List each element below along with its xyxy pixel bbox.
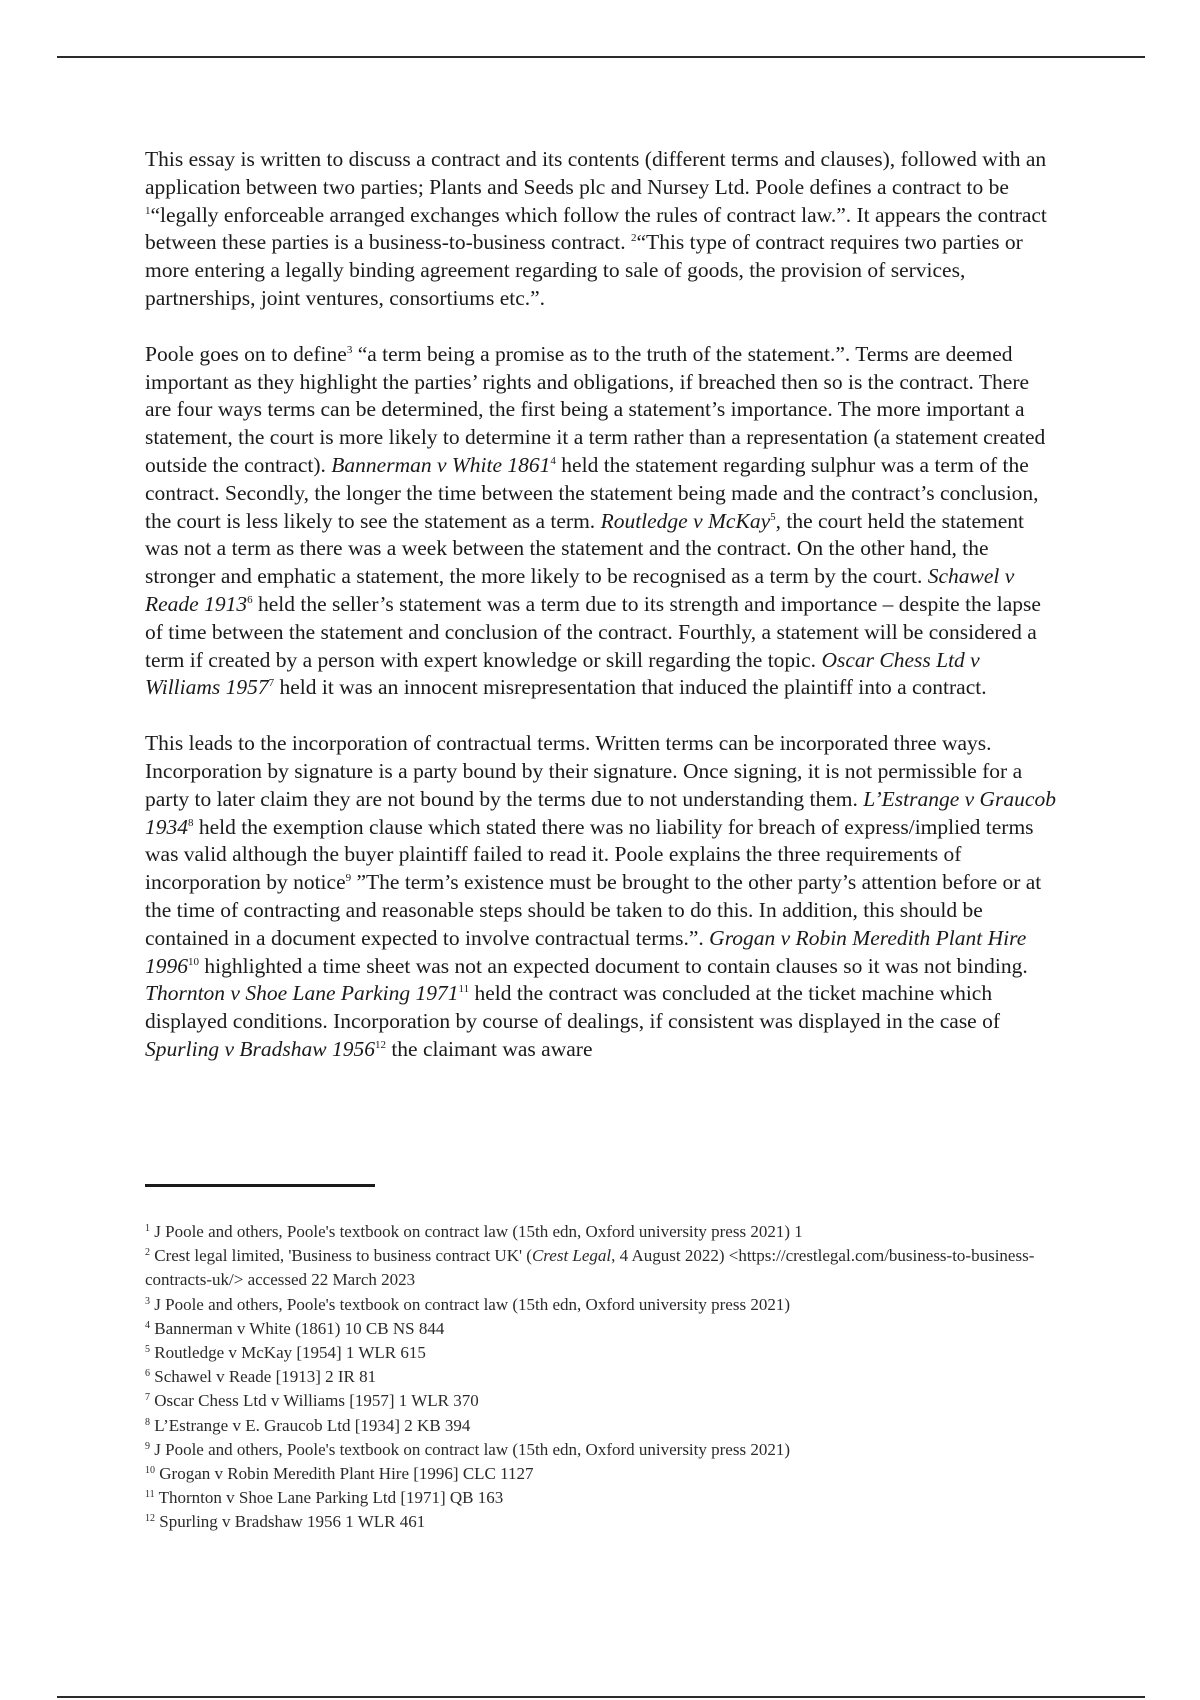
text-run: ”The term’s existence must be brought to the other party’s attention before or at the time of contracting and reasonable steps should be taken to do this. In addition, this should be contained in a document expected to involve contractual terms.”.: [145, 870, 1042, 950]
text-run: “legally enforceable arranged exchanges which follow the rules of contract law.”. It appears the contract between these parties is a business-to-business contract.: [145, 202, 1047, 255]
text-run: L’Estrange v E. Graucob Ltd [1934] 2 KB 394: [154, 1415, 471, 1435]
footnote-ref: 9: [345, 872, 352, 885]
footnote-number: 8: [145, 1416, 150, 1428]
footnote-5: [145, 1341, 1060, 1365]
footnote-number: 9: [145, 1440, 150, 1452]
footnote-number: 12: [145, 1513, 155, 1525]
footnote-4: [145, 1317, 1060, 1341]
case-name: L’Estrange v Graucob 1934: [145, 786, 1056, 839]
footnote-ref: 5: [770, 510, 776, 523]
footnote-ref: 10: [188, 955, 199, 968]
case-name: Spurling v Bradshaw 1956: [145, 1036, 375, 1061]
text-run: held the contract was concluded at the ticket machine which displayed conditions. Incorporation by course of dealings, if consistent was displayed in the case of: [145, 981, 1001, 1034]
text-run: held it was an innocent misrepresentation that induced the plaintiff into a contract.: [274, 675, 987, 700]
case-name: Grogan v Robin Meredith Plant Hire 1996: [145, 925, 1027, 978]
footnote-12: [145, 1510, 1060, 1534]
essay-body: [145, 146, 1060, 1092]
footnote-ref: 7: [268, 677, 275, 690]
paragraph-2: [145, 341, 1060, 702]
footnote-ref: 1: [145, 204, 151, 217]
text-run: Spurling v Bradshaw 1956 1 WLR 461: [159, 1512, 426, 1532]
text-run: Bannerman v White (1861) 10 CB NS 844: [154, 1318, 445, 1338]
text-run: This essay is written to discuss a contract and its contents (different terms and clauses), followed with an application between two parties; Plants and Seeds plc and Nursey Ltd. Poole defines a contract to be: [145, 147, 1047, 199]
text-run: This leads to the incorporation of contractual terms. Written terms can be incorporated three ways. Incorporation by signature is a party bound by their signature. Once signing, it is not permissible for a party to later claim they are not bound by the terms due to not understanding them.: [145, 731, 1023, 811]
text-run: Poole goes on to define: [145, 341, 347, 366]
footnote-8: [145, 1414, 1060, 1438]
footnote-2: [145, 1244, 1060, 1292]
footnote-ref: 8: [188, 816, 194, 829]
case-name: Schawel v Reade 1913: [145, 564, 1015, 616]
footnote-ref: 4: [550, 454, 556, 467]
text-run: Oscar Chess Ltd v Williams [1957] 1 WLR 370: [154, 1391, 479, 1411]
text-run: “a term being a promise as to the truth of the statement.”. Terms are deemed important as they highlight the parties’ rights and obligations, if breached then so is the contract. There are four ways terms can be determined, the first being a statement’s importance. The more important a statement, the court is more likely to determine it a term rather than a representation (a statement created outside the contract).: [145, 341, 1046, 477]
footnote-ref: 6: [247, 593, 253, 606]
page-top-rule: [57, 56, 1145, 58]
footnote-number: 7: [145, 1392, 150, 1404]
case-name: Routledge v McKay: [600, 508, 771, 533]
text-run: Schawel v Reade [1913] 2 IR 81: [154, 1367, 377, 1387]
footnotes-section: [145, 1220, 1060, 1535]
footnote-ref: 12: [374, 1038, 386, 1051]
footnote-number: 2: [145, 1247, 150, 1259]
text-run: “This type of contract requires two parties or more entering a legally binding agreement regarding to sale of goods, the provision of services, partnerships, joint ventures, consortiums etc.”.: [145, 230, 1023, 310]
paragraph-3: [145, 730, 1060, 1064]
footnote-number: 5: [145, 1344, 150, 1356]
footnote-number: 10: [145, 1465, 155, 1477]
text-run: J Poole and others, Poole's textbook on contract law (15th edn, Oxford university press 2021): [154, 1439, 790, 1459]
case-name: Oscar Chess Ltd v Williams 1957: [145, 647, 980, 700]
footnote-number: 3: [145, 1295, 150, 1307]
text-run: held the seller’s statement was a term due to its strength and importance – despite the lapse of time between the statement and conclusion of the contract. Fourthly, a statement will be considered a term if created by a person with expert knowledge or skill regarding the topic.: [145, 591, 1041, 672]
text-run: highlighted a time sheet was not an expected document to contain clauses so it was not binding.: [199, 953, 1028, 978]
footnote-ref: 2: [631, 232, 637, 245]
case-name: Crest Legal: [531, 1246, 612, 1266]
footnote-number: 1: [145, 1223, 150, 1234]
footnote-11: [145, 1486, 1060, 1510]
case-name: Bannerman v White 1861: [331, 452, 551, 477]
footnote-number: 6: [145, 1368, 150, 1380]
page-bottom-rule: [57, 1696, 1145, 1698]
text-run: Thornton v Shoe Lane Parking Ltd [1971] QB 163: [158, 1488, 504, 1508]
footnote-1: [145, 1220, 1060, 1244]
footnote-3: [145, 1293, 1060, 1317]
text-run: J Poole and others, Poole's textbook on contract law (15th edn, Oxford university press 2021) 1: [154, 1222, 803, 1241]
text-run: , 4 August 2022) <https://crestlegal.com/business-to-business-contracts-uk/> accessed 22 March 2023: [145, 1246, 1035, 1290]
text-run: held the exemption clause which stated there was no liability for breach of express/implied terms was valid although the buyer plaintiff failed to read it. Poole explains the three requirements of incorporation by notice: [145, 814, 1034, 895]
case-name: Thornton v Shoe Lane Parking 1971: [145, 981, 459, 1006]
footnote-ref: 11: [458, 983, 470, 996]
text-run: , the court held the statement was not a term as there was a week between the statement and the contract. On the other hand, the stronger and emphatic a statement, the more likely to be recognised as a term by the court.: [145, 508, 1024, 589]
text-run: Crest legal limited, 'Business to business contract UK' (: [154, 1246, 532, 1266]
text-run: held the statement regarding sulphur was a term of the contract. Secondly, the longer the time between the statement being made and the contract’s conclusion, the court is less likely to see the statement as a term.: [145, 452, 1039, 533]
text-run: J Poole and others, Poole's textbook on contract law (15th edn, Oxford university press 2021): [154, 1294, 790, 1314]
footnote-separator: [145, 1184, 375, 1187]
text-run: the claimant was aware: [385, 1036, 593, 1061]
footnote-6: [145, 1365, 1060, 1389]
paragraph-1: [145, 146, 1060, 313]
footnote-ref: 3: [346, 343, 353, 356]
footnote-9: [145, 1438, 1060, 1462]
text-run: Routledge v McKay [1954] 1 WLR 615: [154, 1343, 426, 1363]
footnote-10: [145, 1462, 1060, 1486]
text-run: Grogan v Robin Meredith Plant Hire [1996] CLC 1127: [159, 1464, 534, 1484]
footnote-7: [145, 1389, 1060, 1413]
footnote-number: 11: [145, 1489, 155, 1501]
footnote-number: 4: [145, 1319, 150, 1331]
